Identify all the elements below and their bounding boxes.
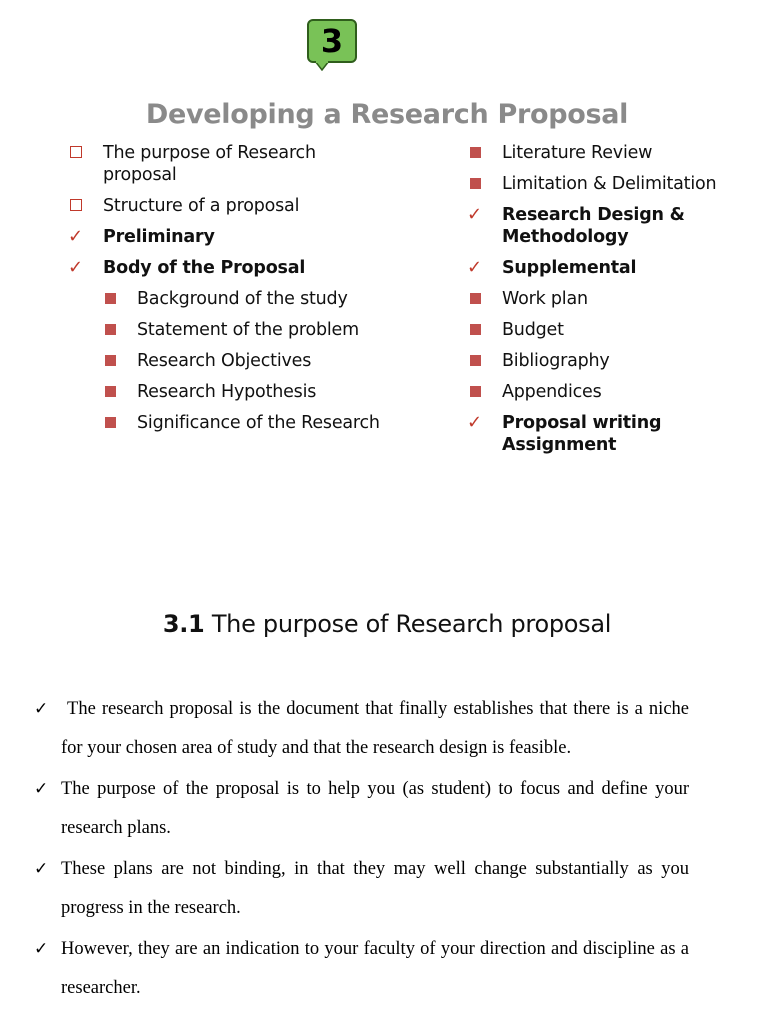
filled-square-icon [104,319,124,341]
filled-square-icon [104,350,124,372]
outline-item-label: Preliminary [103,227,215,247]
outline-item [100,319,386,341]
paragraph-text: The research proposal is the document that finally establishes that there is a niche for your chosen area of study and that the research design is feasible. [61,699,689,758]
outline-item [465,319,765,341]
outline-right-column [465,142,765,465]
badge-pointer-icon [314,61,330,71]
outline-item-label: Supplemental [502,258,637,278]
hollow-square-icon [70,195,90,217]
filled-square-icon [104,412,124,434]
body-paragraph [34,690,689,767]
checkmark-icon: ✓ [467,204,482,225]
body-text [34,690,689,1010]
filled-square-icon [104,288,124,310]
outline-item [465,381,765,403]
outline-left-column [66,142,386,443]
outline-item [100,381,386,403]
outline-item [465,288,765,310]
section-number: 3.1 [162,610,205,638]
outline-item-label: Proposal writing Assignment [502,413,662,455]
outline-item [100,412,386,434]
section-heading [0,610,768,638]
checkmark-icon: ✓ [34,699,49,719]
checkmark-icon: ✓ [34,779,49,799]
checkmark-icon: ✓ [34,859,49,879]
filled-square-icon [469,173,489,195]
paragraph-text: The purpose of the proposal is to help you (as student) to focus and define your research plans. [61,779,689,838]
outline-item [100,288,386,310]
outline-item-label: Bibliography [502,351,610,371]
outline-item-label: Research Objectives [137,351,312,371]
outline-item-label: Structure of a proposal [103,196,300,216]
filled-square-icon [469,381,489,403]
outline-item-label: Statement of the problem [137,320,359,340]
filled-square-icon [469,319,489,341]
outline-item-label: Body of the Proposal [103,258,306,278]
chapter-badge [307,19,357,63]
outline-item [465,257,765,279]
checkmark-icon: ✓ [34,939,49,959]
filled-square-icon [469,350,489,372]
outline-item-label: Background of the study [137,289,348,309]
outline-item [66,226,386,248]
filled-square-icon [469,288,489,310]
outline-item-label: Limitation & Delimitation [502,174,717,194]
filled-square-icon [469,142,489,164]
outline-item [66,142,386,186]
outline-item-label: Research Hypothesis [137,382,317,402]
outline-item-label: Significance of the Research [137,413,380,433]
outline-item [66,195,386,217]
filled-square-icon [104,381,124,403]
page-title: Developing a Research Proposal [145,99,629,130]
outline-item [465,142,765,164]
outline-item-label: Research Design & Methodology [502,205,685,247]
paragraph-text: These plans are not binding, in that they may well change substantially as you progress in the research. [61,859,689,918]
checkmark-icon: ✓ [68,226,83,247]
hollow-square-icon [70,142,90,164]
outline-item [465,204,765,248]
outline-item [66,257,386,279]
checkmark-icon: ✓ [68,257,83,278]
body-paragraph [34,770,689,847]
chapter-number: 3 [320,22,344,60]
checkmark-icon: ✓ [467,412,482,433]
paragraph-text: However, they are an indication to your faculty of your direction and discipline as a researcher. [61,939,689,998]
checkmark-icon: ✓ [467,257,482,278]
outline-item [100,350,386,372]
outline-item-label: Budget [502,320,564,340]
outline-item-label: Appendices [502,382,602,402]
section-title: The purpose of Research proposal [211,610,612,638]
outline-item [465,173,765,195]
body-paragraph [34,850,689,927]
outline-item-label: Literature Review [502,143,653,163]
body-paragraph [34,930,689,1007]
outline-item-label: Work plan [502,289,588,309]
outline-item [465,350,765,372]
outline-item-label: The purpose of Research proposal [103,143,316,185]
outline-item [465,412,765,456]
